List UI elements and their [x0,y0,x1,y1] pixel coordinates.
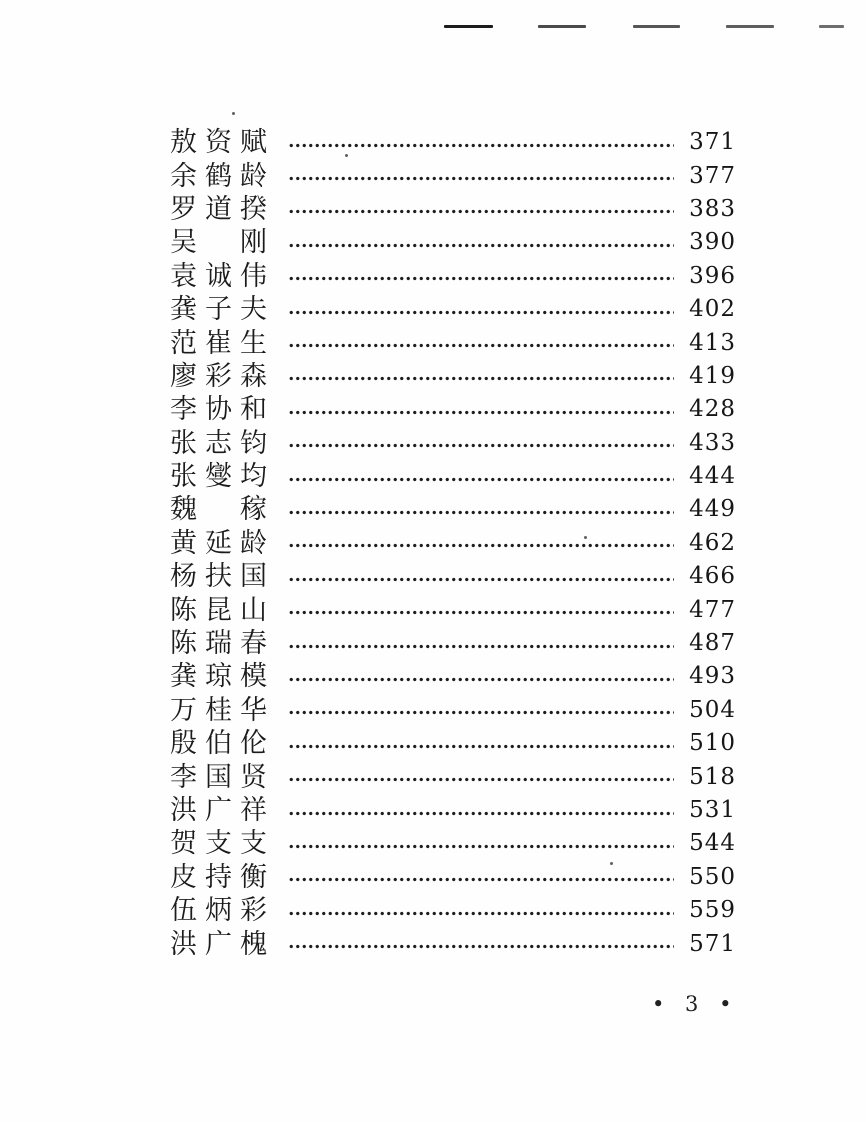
scan-speck [345,154,348,157]
dot-leader [288,174,674,183]
dot-leader [288,842,674,851]
entry-page-number: 466 [689,563,736,590]
header-dash [444,25,493,28]
entry-name: 陈瑞春 [170,628,275,660]
entry-page-number: 550 [689,863,736,890]
toc-entry-row [170,360,736,393]
toc-entry-row [170,493,736,526]
dot-leader [288,241,674,250]
dot-leader [288,708,674,717]
dot-leader [288,742,674,751]
entry-page-number: 504 [689,696,736,723]
dot-leader [288,608,674,617]
entry-name: 张志钧 [170,427,275,459]
entry-page-number: 402 [689,296,736,323]
entry-name: 洪广祥 [170,795,275,826]
entry-name: 敖资赋 [170,127,275,159]
entry-page-number: 571 [689,930,736,957]
entry-name: 廖彩森 [170,360,275,392]
dot-leader [288,675,674,684]
toc-entry-row [170,861,736,894]
toc-entry-row [170,326,736,359]
entry-page-number: 396 [689,262,736,289]
entry-name: 万桂华 [170,694,275,726]
entry-name: 伍炳彩 [170,895,275,927]
toc-entry-row [170,927,736,960]
entry-page-number: 390 [689,229,736,256]
entry-name: 张燮均 [170,461,275,493]
entry-name: 李国贤 [170,761,275,793]
toc-entry-row [170,694,736,727]
entry-name: 魏 稼 [170,494,275,526]
entry-name: 黄延龄 [170,527,275,559]
entry-name: 殷伯伦 [170,728,275,760]
dot-leader [288,274,674,283]
toc-entry-row [170,527,736,560]
toc-entry-row [170,760,736,793]
header-dash [538,25,586,28]
entry-page-number: 377 [689,162,736,189]
toc-entry-row [170,894,736,927]
toc-entry-row [170,593,736,626]
toc-entry-row [170,560,736,593]
entry-name: 皮持衡 [170,861,275,893]
dot-leader [288,875,674,884]
entry-page-number: 487 [689,630,736,657]
dot-leader [288,775,674,784]
toc-entry-row [170,226,736,259]
header-rule-marks [0,0,866,40]
dot-leader [288,374,674,383]
page-number-footer: • 3 • [652,992,739,1016]
entry-page-number: 493 [689,663,736,690]
entry-page-number: 413 [689,329,736,356]
entry-page-number: 518 [689,763,736,790]
toc-entry-row [170,794,736,827]
entry-name: 贺支支 [170,828,275,860]
entry-page-number: 544 [689,830,736,857]
entry-name: 范崔生 [170,327,275,359]
dot-leader [288,207,674,216]
dot-leader [288,341,674,350]
toc-entry-row [170,727,736,760]
toc-entry-row [170,627,736,660]
entry-name: 罗道揆 [170,193,275,225]
toc-entry-row [170,427,736,460]
entry-page-number: 531 [689,797,736,823]
entry-name: 龚琼模 [170,661,275,693]
dot-leader [288,909,674,918]
dot-leader [288,508,674,517]
toc-entry-row [170,293,736,326]
entry-name: 吴 刚 [170,227,275,259]
entry-name: 袁诚伟 [170,260,275,292]
entry-name: 陈昆山 [170,594,275,626]
toc-entry-row [170,159,736,192]
entry-page-number: 433 [689,429,736,456]
entry-page-number: 371 [689,129,736,156]
toc-entry-row [170,393,736,426]
entry-name: 李协和 [170,394,275,426]
dot-leader [288,942,674,951]
toc-entry-row [170,460,736,493]
entry-page-number: 419 [689,362,736,389]
scan-speck [232,112,235,115]
entry-name: 杨扶国 [170,561,275,593]
dot-leader [288,809,674,818]
toc-entry-row [170,126,736,159]
toc-list [170,126,736,961]
scan-speck [610,862,613,865]
toc-entry-row [170,660,736,693]
entry-name: 洪广槐 [170,928,275,960]
dot-leader [288,642,674,651]
entry-name: 余鹤龄 [170,160,275,192]
dot-leader [288,141,674,150]
entry-page-number: 477 [689,596,736,623]
toc-entry-row [170,827,736,860]
dot-leader [288,441,674,450]
entry-page-number: 383 [689,195,736,222]
toc-entry-row [170,193,736,226]
dot-leader [288,541,674,550]
scan-speck [584,536,587,539]
dot-leader [288,308,674,317]
entry-page-number: 510 [689,730,736,757]
entry-page-number: 444 [689,463,736,490]
header-dash [819,25,844,28]
dot-leader [288,408,674,417]
entry-page-number: 428 [689,396,736,423]
header-dash [633,25,680,28]
entry-page-number: 559 [689,897,736,924]
entry-name: 龚子夫 [170,294,275,326]
entry-page-number: 449 [689,496,736,523]
dot-leader [288,475,674,484]
toc-entry-row [170,260,736,293]
entry-page-number: 462 [689,529,736,556]
header-dash [726,25,774,28]
dot-leader [288,575,674,584]
